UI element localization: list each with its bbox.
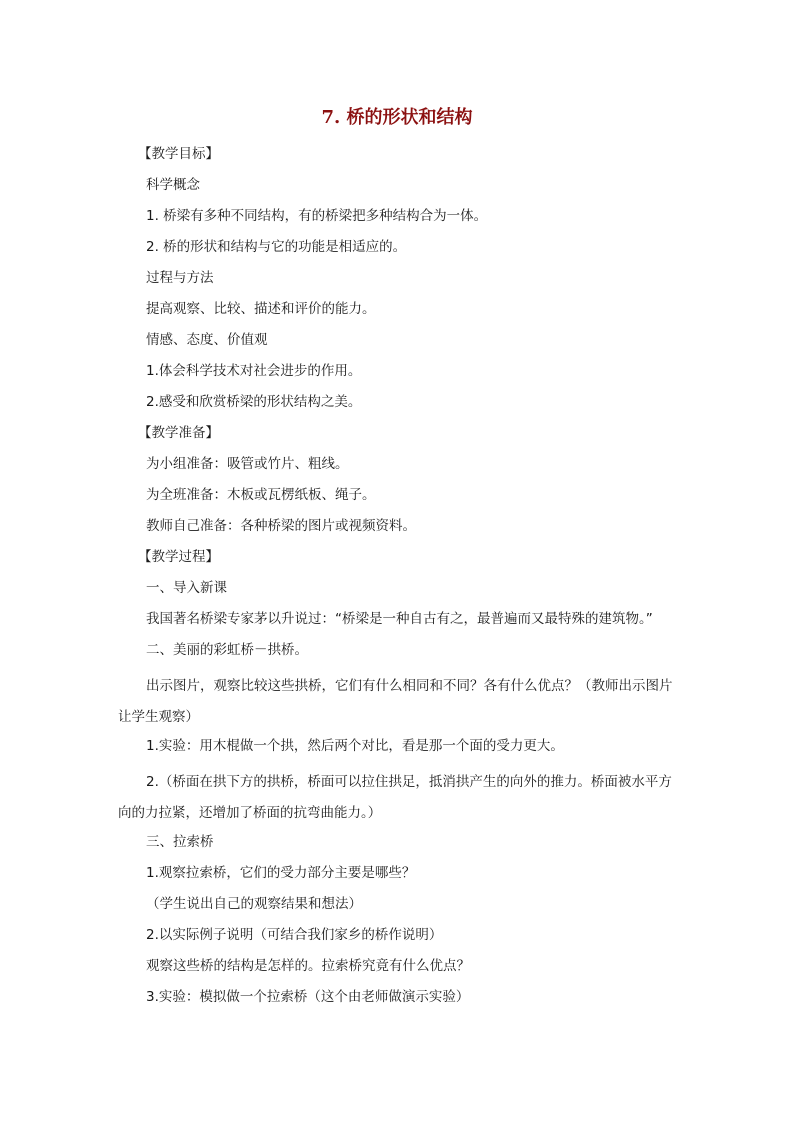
- document-body: [118, 144, 678, 1018]
- paragraph: 1.观察拉索桥，它们的受力部分主要是哪些？: [146, 865, 416, 881]
- paragraph: 我国著名桥梁专家茅以升说过：“桥梁是一种自古有之，最普遍而又最特殊的建筑物。”: [146, 611, 653, 627]
- paragraph: 1.体会科学技术对社会进步的作用。: [146, 363, 362, 379]
- paragraph: 三、拉索桥: [146, 834, 214, 850]
- paragraph: 2.以实际例子说明（可结合我们家乡的桥作说明）: [146, 927, 443, 943]
- paragraph: 出示图片，观察比较这些拱桥，它们有什么相同和不同？各有什么优点？（教师出示图片让学生观察）: [118, 678, 673, 725]
- paragraph: 情感、态度、价值观: [146, 332, 268, 348]
- paragraph: 3.实验：模拟做一个拉索桥（这个由老师做演示实验）: [146, 989, 470, 1005]
- paragraph: 一、导入新课: [146, 580, 227, 596]
- paragraph: 教师自己准备：各种桥梁的图片或视频资料。: [146, 518, 416, 534]
- paragraph: 观察这些桥的结构是怎样的。拉索桥究竟有什么优点？: [146, 958, 470, 974]
- paragraph: 为全班准备：木板或瓦楞纸板、绳子。: [146, 487, 376, 503]
- paragraph: 为小组准备：吸管或竹片、粗线。: [146, 456, 349, 472]
- paragraph: 提高观察、比较、描述和评价的能力。: [146, 301, 376, 317]
- document-title: 7. 桥的形状和结构: [321, 107, 473, 128]
- section-heading: 【教学准备】: [138, 425, 219, 441]
- paragraph: 2. 桥的形状和结构与它的功能是相适应的。: [146, 239, 407, 255]
- paragraph: 二、美丽的彩虹桥－拱桥。: [146, 642, 308, 658]
- paragraph: 科学概念: [146, 177, 200, 193]
- section-heading: 【教学目标】: [138, 146, 219, 162]
- paragraph: 1. 桥梁有多种不同结构，有的桥梁把多种结构合为一体。: [146, 208, 488, 224]
- section-heading: 【教学过程】: [138, 549, 219, 565]
- paragraph: 1.实验：用木棍做一个拱，然后两个对比，看是那一个面的受力更大。: [146, 738, 564, 754]
- paragraph: （学生说出自己的观察结果和想法）: [146, 896, 362, 912]
- paragraph: 2.感受和欣赏桥梁的形状结构之美。: [146, 394, 362, 410]
- paragraph: 2.（桥面在拱下方的拱桥，桥面可以拉住拱足，抵消拱产生的向外的推力。桥面被水平方向的力拉紧，还增加了桥面的抗弯曲能力。）: [118, 774, 672, 821]
- paragraph: 过程与方法: [146, 270, 214, 286]
